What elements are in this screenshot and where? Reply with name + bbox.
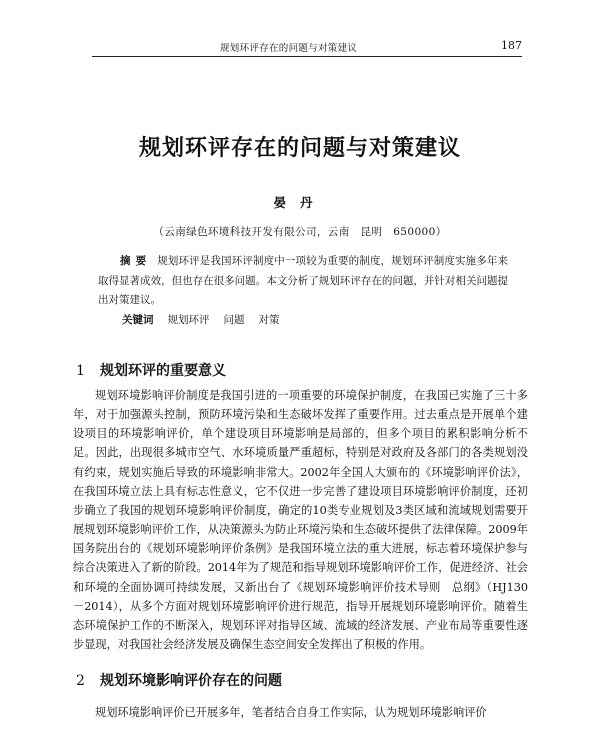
section-number: 2 — [76, 673, 85, 689]
running-header — [92, 39, 522, 57]
keyword-item: 规划环评 — [167, 313, 210, 326]
section-number: 1 — [76, 363, 85, 379]
author-affiliation: （云南绿色环境科技开发有限公司，云南 昆明 650000） — [153, 226, 447, 238]
page-number: 187 — [501, 39, 522, 52]
abstract-label: 摘要 — [120, 255, 152, 267]
section-title: 规划环评的重要意义 — [100, 363, 226, 379]
keyword-item: 对策 — [258, 313, 280, 326]
abstract-paragraph — [98, 252, 508, 311]
abstract-block — [98, 252, 508, 330]
author-name: 晏丹 — [273, 195, 327, 210]
section-1-paragraph: 规划环境影响评价制度是我国引进的一项重要的环境保护制度，在我国已实施了三十多年，对于加强源头控制，预防环境污染和生态破坏发挥了重要作用。过去重点是开展单个建设项目的环境影响评价，单个建设项目环境影响是局部的，但多个项目的累积影响分析不足。因此，出现很多城市空气、水环境质量严重超标，特别是对政府及各部门的各类规划没有约束，规划实施后导致的环境影响非常大。2002年全国人大颁布的《环境影响评价法》，在我国环境立法上具有标志性意义，它不仅进一步完善了建设项目环境影响评价制度，还初步确立了我国的规划环境影响评价制度，确定的10类专业规划及3类区域和流域规划需要开展规划环境影响评价工作，从决策源头为防止环境污染和生态破坏提供了法律保障。2009年国务院出台的《规划环境影响评价条例》是我国环境立法的重大进展，标志着环境保护参与综合决策进入了新的阶段。2014年为了规范和指导规划环境影响评价工作，促进经济、社会和环境的全面协调可持续发展，又新出台了《规划环境影响评价技术导则 总纲》（HJ130－2014），从多个方面对规划环境影响评价进行规范，指导开展规划环境影响评价。随着生态环境保护工作的不断深入，规划环评对指导区域、流域的经济发展、产业布局等重要性逐步显现，对我国社会经济发展及确保生态空间安全发挥出了积极的作用。 — [73, 389, 528, 652]
abstract-text: 规划环评是我国环评制度中一项较为重要的制度，规划环评制度实施多年来取得显著成效，但也存在很多问题。本文分析了规划环评存在的问题，并针对相关问题提出对策建议。 — [98, 255, 508, 306]
section-heading-1 — [76, 360, 226, 380]
section-heading-2 — [76, 670, 282, 690]
section-title: 规划环境影响评价存在的问题 — [100, 673, 282, 689]
keyword-item: 问题 — [223, 313, 245, 326]
keywords-line — [98, 311, 508, 331]
article-title: 规划环评存在的问题与对策建议 — [138, 135, 461, 161]
running-title: 规划环评存在的问题与对策建议 — [220, 43, 358, 54]
section-2-paragraph: 规划环境影响评价已开展多年，笔者结合自身工作实际，认为规划环境影响评价 — [95, 706, 487, 719]
keywords-label: 关键词 — [122, 313, 154, 326]
